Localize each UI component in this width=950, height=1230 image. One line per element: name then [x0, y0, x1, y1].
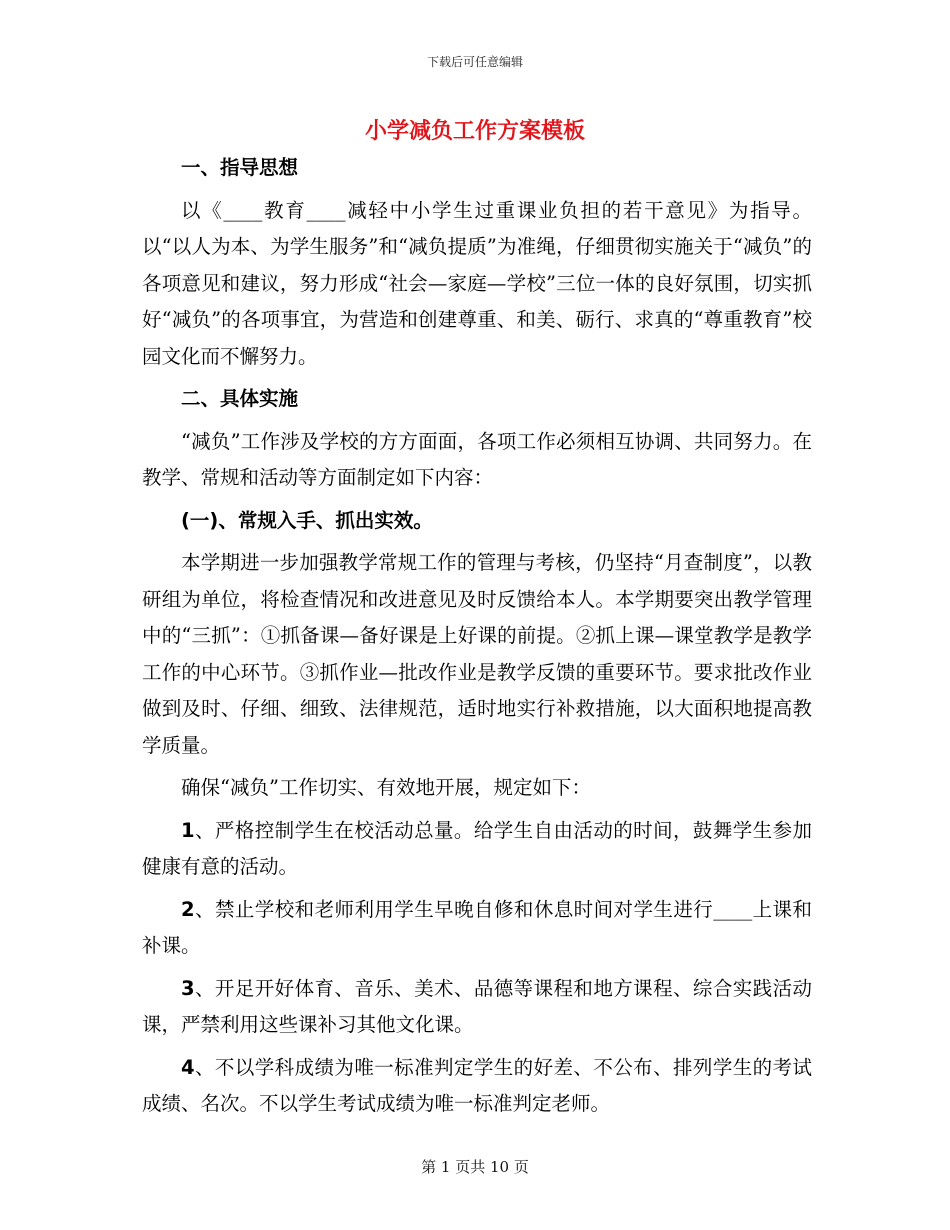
list-item-text: 、禁止学校和老师利用学生早晚自修和休息时间对学生进行____上课和补课。: [142, 897, 812, 957]
list-item-4: [142, 1050, 812, 1123]
subsection-heading-routine: (一)、常规入手、抓出实效。: [181, 508, 433, 532]
section-heading-guiding-ideology: 一、指导思想: [181, 156, 299, 179]
list-item-1: [142, 813, 812, 886]
list-item-3: [142, 971, 812, 1044]
list-item-number: 4: [181, 1055, 195, 1079]
list-item-number: 3: [181, 976, 195, 1000]
list-item-text: 、开足开好体育、音乐、美术、品德等课程和地方课程、综合实践活动课，严禁利用这些课补习其他文化课。: [142, 976, 812, 1036]
list-item-number: 1: [181, 818, 195, 842]
paragraph-rules-intro: 确保“减负”工作切实、有效地开展，规定如下：: [181, 776, 591, 799]
header-note: 下载后可任意编辑: [426, 55, 523, 69]
document-title: 小学减负工作方案模板: [364, 119, 585, 144]
page-footer: 第 1 页共 10 页: [421, 1158, 529, 1176]
paragraph-implementation-intro: “减负”工作涉及学校的方方面面，各项工作必须相互协调、共同努力。在教学、常规和活动等方面制定如下内容：: [142, 429, 812, 489]
document-body: [142, 150, 812, 1123]
section-heading-implementation: 二、具体实施: [181, 387, 299, 410]
list-item-text: 、严格控制学生在校活动总量。给学生自由活动的时间，鼓舞学生参加健康有意的活动。: [142, 818, 812, 878]
list-item-2: [142, 892, 812, 965]
list-item-number: 2: [181, 897, 195, 921]
paragraph-guiding-ideology: 以《____教育____减轻中小学生过重课业负担的若干意见》为指导。以“以人为本、为学生服务”和“减负提质”为准绳，仔细贯彻实施关于“减负”的各项意见和建议，努力形成“社会—家庭—学校”三位一体的良好氛围，切实抓好“减负”的各项事宜，为营造和创建尊重、和美、砺行、求真的“尊重教育”校园文化而不懈努力。: [142, 198, 812, 368]
paragraph-routine-management: 本学期进一步加强教学常规工作的管理与考核，仍坚持“月查制度”，以教研组为单位，将检查情况和改进意见及时反馈给本人。本学期要突出教学管理中的“三抓”：①抓备课—备好课是上好课的前提。②抓上课—课堂教学是教学工作的中心环节。③抓作业—批改作业是教学反馈的重要环节。要求批改作业做到及时、仔细、细致、法律规范，适时地实行补救措施，以大面积地提高教学质量。: [142, 551, 812, 757]
list-item-text: 、不以学科成绩为唯一标准判定学生的好差、不公布、排列学生的考试成绩、名次。不以学生考试成绩为唯一标准判定老师。: [142, 1055, 812, 1115]
